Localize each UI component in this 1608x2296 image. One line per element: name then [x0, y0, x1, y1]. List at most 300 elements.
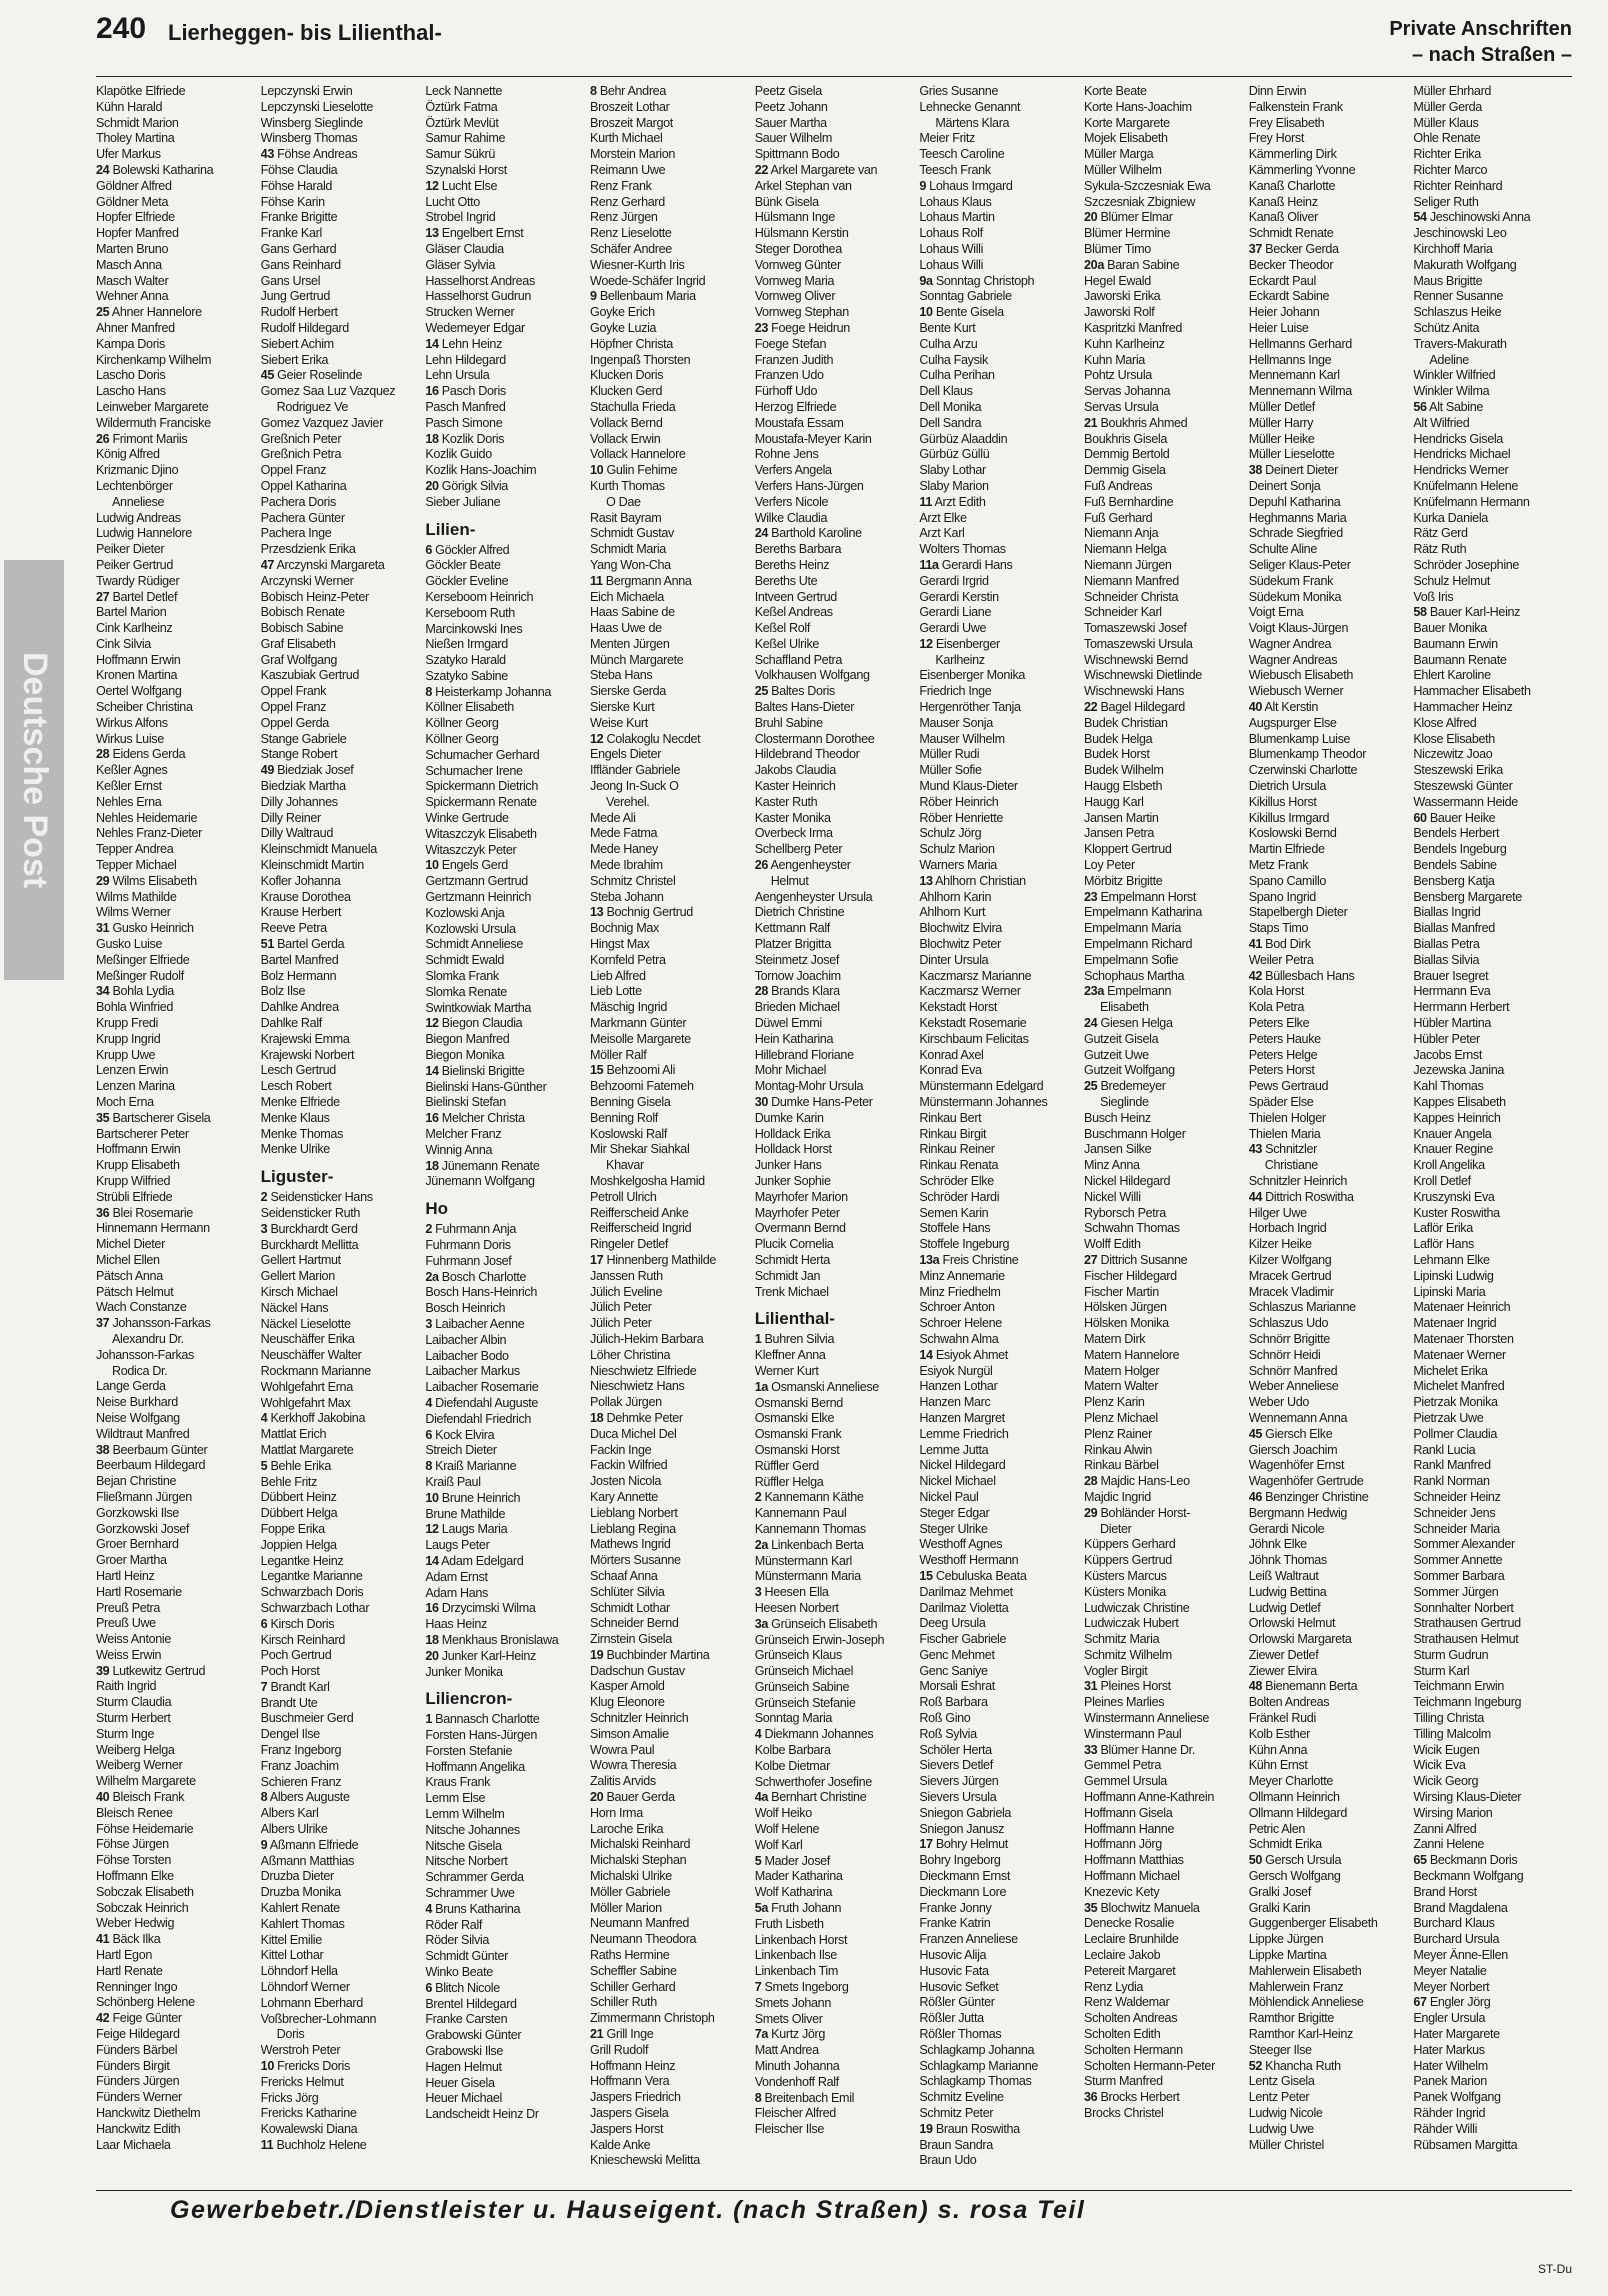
resident-entry: 58 Bauer Karl-Heinz	[1413, 605, 1521, 620]
resident-entry: Schmitz Wilhelm	[1084, 1647, 1172, 1662]
house-number: 7	[260, 1679, 268, 1694]
resident-entry: Heghmanns Maria	[1248, 510, 1347, 525]
resident-entry: Petereit Margaret	[1084, 1963, 1176, 1978]
resident-entry: Wennemann Anna	[1248, 1410, 1348, 1425]
resident-entry: Weiss Antonie	[96, 1632, 172, 1647]
resident-entry: Jöhnk Elke	[1248, 1537, 1307, 1552]
resident-entry: Reifferscheid Ingrid	[590, 1221, 692, 1236]
resident-entry: Möller Gabriele	[590, 1884, 671, 1899]
resident-entry: Scholten Hermann-Peter	[1084, 2058, 1215, 2073]
resident-entry: Nitsche Johannes	[425, 1822, 520, 1837]
resident-entry: Szynalski Horst	[425, 162, 507, 177]
house-number: 40	[1248, 700, 1263, 715]
house-number: 18	[425, 1158, 439, 1173]
resident-entry: Gellert Marion	[260, 1269, 335, 1284]
resident-entry: Mauser Wilhelm	[919, 731, 1005, 746]
resident-entry: Wassermann Heide	[1413, 794, 1518, 809]
resident-entry: Vollack Bernd	[590, 415, 663, 430]
resident-entry: Mauser Sonja	[919, 715, 993, 730]
resident-entry: Brocks Christel	[1084, 2106, 1164, 2120]
resident-entry: Sonntag Maria	[754, 1711, 833, 1726]
resident-entry: Weiss Erwin	[96, 1647, 162, 1662]
resident-entry: Lehn Ursula	[425, 368, 490, 383]
resident-entry: Ziewer Elvira	[1248, 1663, 1317, 1678]
directory-column	[1413, 84, 1572, 2188]
resident-entry: Sonnhalter Norbert	[1413, 1600, 1514, 1615]
resident-entry: Hartl Heinz	[96, 1568, 155, 1583]
resident-entry: Tholey Martina	[96, 131, 175, 146]
resident-entry: Schroer Helene	[919, 1316, 1002, 1331]
resident-entry: Smets Johann	[754, 1995, 831, 2010]
resident-entry: Nickel Hildegard	[1084, 1173, 1171, 1188]
resident-entry: Vollack Hannelore	[590, 447, 686, 462]
resident-entry: 13 Ahlhorn Christian	[919, 873, 1026, 888]
resident-entry: Steeger Ilse	[1248, 2042, 1312, 2057]
resident-entry: Fricks Jörg	[260, 2090, 319, 2105]
resident-entry: Kloppert Gertrud	[1084, 842, 1172, 857]
resident-entry: Göckler Beate	[425, 558, 501, 573]
resident-entry: Alt Wilfried	[1413, 415, 1470, 430]
resident-entry: Hartl Renate	[96, 1963, 163, 1978]
resident-entry: Werstroh Peter	[260, 2043, 341, 2058]
resident-entry: Matenaer Ingrid	[1413, 1316, 1497, 1331]
resident-entry: Sierske Kurt	[590, 700, 655, 715]
resident-entry: Rudolf Herbert	[260, 305, 338, 320]
resident-entry: Menke Ulrike	[260, 1142, 330, 1157]
resident-entry: Ahlhorn Kurt	[919, 905, 986, 920]
resident-entry: O Dae	[606, 494, 641, 509]
resident-entry: Sniegon Gabriela	[919, 1805, 1012, 1820]
resident-entry: Hegel Ewald	[1084, 273, 1151, 288]
resident-entry: Müller Marga	[1084, 147, 1154, 162]
resident-entry: Müller Lieselotte	[1248, 447, 1335, 462]
resident-entry: Kleinschmidt Manuela	[260, 842, 377, 857]
resident-entry: Sievers Ursula	[919, 1790, 997, 1805]
resident-entry: Hinnemann Hermann	[96, 1221, 210, 1236]
resident-entry: 8 Albers Auguste	[260, 1790, 350, 1805]
resident-entry: Kirschbaum Felicitas	[919, 1031, 1029, 1046]
resident-entry: Peetz Johann	[754, 99, 828, 114]
resident-entry: Depuhl Katharina	[1248, 494, 1341, 509]
resident-entry: Adam Hans	[425, 1585, 488, 1600]
resident-entry: Laar Michaela	[96, 2137, 171, 2152]
resident-entry: Tilling Christa	[1413, 1711, 1484, 1726]
resident-entry: 47 Arczynski Margareta	[260, 557, 385, 572]
resident-entry: Grabowski Ilse	[425, 2044, 504, 2059]
resident-entry: Ramthor Karl-Heinz	[1248, 2027, 1353, 2042]
resident-entry: 42 Büllesbach Hans	[1248, 968, 1355, 983]
resident-entry: Franke Karl	[260, 226, 322, 241]
resident-entry: Beerbaum Hildegard	[96, 1458, 206, 1473]
house-number: 31	[96, 921, 110, 936]
resident-entry: 8 Heisterkamp Johanna	[425, 684, 552, 699]
resident-entry: 1a Osmanski Anneliese	[754, 1379, 879, 1394]
resident-entry: Jülich Peter	[590, 1300, 652, 1315]
resident-entry: 7a Kurtz Jörg	[754, 2027, 826, 2042]
resident-entry: Herzog Elfriede	[754, 399, 837, 414]
resident-entry: 19 Buchbinder Martina	[590, 1647, 710, 1662]
resident-entry: Mayrhofer Peter	[754, 1205, 840, 1220]
house-number: 3	[260, 1221, 268, 1236]
resident-entry: Weise Kurt	[590, 715, 648, 730]
resident-entry: Meyer Natalie	[1413, 1963, 1487, 1978]
resident-entry: Rinkau Renata	[919, 1158, 999, 1173]
resident-entry: 7 Brandt Karl	[260, 1679, 330, 1694]
house-number: 18	[425, 431, 439, 446]
house-number: 58	[1413, 605, 1427, 620]
resident-entry: Nickel Hildegard	[919, 1458, 1006, 1473]
resident-entry: Klucken Doris	[590, 368, 664, 383]
resident-entry: Schroer Anton	[919, 1300, 995, 1315]
resident-entry: Culha Arzu	[919, 336, 978, 351]
resident-entry: Kekstadt Horst	[919, 1000, 998, 1015]
resident-entry: Öztürk Mevlüt	[425, 115, 499, 130]
resident-entry: Behle Fritz	[260, 1474, 318, 1489]
resident-entry: 3 Laibacher Aenne	[425, 1316, 525, 1331]
header-rule	[96, 76, 1572, 77]
resident-entry: Grünseich Sabine	[754, 1679, 850, 1694]
resident-entry: Nitsche Norbert	[425, 1854, 508, 1869]
resident-entry: Föhse Torsten	[96, 1853, 172, 1868]
resident-entry: 11 Bergmann Anna	[590, 573, 692, 588]
resident-entry: Renninger Ingo	[96, 1979, 178, 1994]
resident-entry: Jeschinowski Leo	[1413, 226, 1507, 241]
resident-entry: 10 Bente Gisela	[919, 305, 1004, 320]
house-number: 4	[425, 1395, 432, 1410]
resident-entry: Greßnich Peter	[260, 431, 342, 446]
house-number: 37	[96, 1316, 110, 1331]
resident-entry: Sierske Gerda	[590, 684, 666, 699]
resident-entry: Franzen Judith	[754, 352, 834, 367]
resident-entry: Krupp Elisabeth	[96, 1158, 180, 1173]
resident-entry: Vondenhoff Ralf	[754, 2074, 839, 2089]
resident-entry: 28 Eidens Gerda	[96, 747, 186, 762]
resident-entry: Schmidt Marion	[96, 115, 179, 130]
resident-entry: Wischnewski Bernd	[1084, 652, 1188, 667]
resident-entry: Kozlowski Anja	[425, 905, 505, 920]
resident-entry: Klucken Gerd	[590, 384, 663, 399]
resident-entry: 30 Dumke Hans-Peter	[754, 1095, 873, 1109]
resident-entry: Albers Ulrike	[260, 1822, 328, 1837]
resident-entry: Gertzmann Heinrich	[425, 890, 532, 905]
resident-entry: 20a Baran Sabine	[1084, 257, 1180, 272]
resident-entry: Köllner Elisabeth	[425, 700, 514, 715]
house-number: 18	[425, 1632, 439, 1647]
resident-entry: Slaby Lothar	[919, 463, 986, 478]
resident-entry: Scholten Hermann	[1084, 2042, 1183, 2057]
resident-entry: Sturm Manfred	[1084, 2074, 1163, 2089]
resident-entry: Arkel Stephan van	[754, 178, 852, 193]
resident-entry: Laibacher Bodo	[425, 1348, 509, 1363]
resident-entry: Haugg Karl	[1084, 794, 1144, 809]
resident-entry: Müller Ehrhard	[1413, 84, 1492, 98]
resident-entry: Schmidt Lothar	[590, 1600, 670, 1615]
resident-entry: Herrmann Eva	[1413, 984, 1491, 999]
resident-entry: Voß Iris	[1413, 589, 1454, 604]
resident-entry: Wach Constanze	[96, 1300, 187, 1315]
house-number: 5a	[754, 1901, 768, 1916]
house-number: 41	[96, 1932, 110, 1947]
resident-entry: Hoffmann Anne-Kathrein	[1084, 1790, 1215, 1805]
resident-entry: 40 Alt Kerstin	[1248, 700, 1319, 715]
resident-entry: Rasit Bayram	[590, 510, 662, 525]
resident-entry: Bosch Heinrich	[425, 1301, 506, 1316]
resident-entry: Falkenstein Frank	[1248, 99, 1343, 114]
resident-entry: Köllner Georg	[425, 732, 499, 747]
resident-entry: Krupp Fredi	[96, 1016, 158, 1031]
resident-entry: 3 Burckhardt Gerd	[260, 1221, 358, 1236]
resident-entry: Rodica Dr.	[112, 1363, 168, 1378]
resident-entry: Kroll Detlef	[1413, 1173, 1471, 1188]
resident-entry: Budek Helga	[1084, 731, 1153, 746]
resident-entry: 9 Aßmann Elfriede	[260, 1837, 359, 1852]
resident-entry: 41 Bäck Ilka	[96, 1932, 161, 1947]
resident-entry: 39 Lutkewitz Gertrud	[96, 1663, 206, 1678]
resident-entry: Laflör Hans	[1413, 1237, 1474, 1252]
resident-entry: Hülsmann Kerstin	[754, 226, 849, 241]
resident-entry: Krupp Uwe	[96, 1047, 156, 1062]
resident-entry: Schlagkamp Marianne	[919, 2058, 1039, 2073]
resident-entry: Czerwinski Charlotte	[1248, 763, 1358, 778]
resident-entry: Kühn Ernst	[1248, 1758, 1308, 1773]
resident-entry: Baumann Erwin	[1413, 636, 1498, 651]
resident-entry: Verfers Hans-Jürgen	[754, 478, 864, 493]
resident-entry: Rüffler Helga	[754, 1474, 824, 1489]
resident-entry: Krajewski Norbert	[260, 1047, 355, 1062]
resident-entry: Mede Haney	[590, 842, 658, 857]
resident-entry: Strobel Ingrid	[425, 210, 496, 225]
resident-entry: Peters Hauke	[1248, 1031, 1321, 1046]
resident-entry: Bünk Gisela	[754, 194, 819, 209]
resident-entry: Schmidt Gustav	[590, 526, 675, 541]
resident-entry: Panek Wolfgang	[1413, 2090, 1501, 2105]
directory-column	[1084, 84, 1243, 2188]
resident-entry: Kämmerling Dirk	[1248, 147, 1337, 162]
resident-entry: Mader Katharina	[754, 1869, 843, 1884]
resident-entry: Winstermann Paul	[1084, 1726, 1182, 1741]
resident-entry: Ludwiczak Hubert	[1084, 1616, 1179, 1631]
resident-entry: Frey Horst	[1248, 131, 1304, 146]
resident-entry: Biedziak Martha	[260, 779, 346, 794]
resident-entry: Nießen Irmgard	[425, 637, 508, 652]
resident-entry: Rodriguez Ve	[276, 399, 349, 414]
resident-entry: 2a Linkenbach Berta	[754, 1537, 864, 1552]
resident-entry: Jacobs Ernst	[1413, 1047, 1482, 1062]
resident-entry: Sonntag Gabriele	[919, 289, 1012, 304]
resident-entry: Niemann Anja	[1084, 526, 1159, 541]
resident-entry: Holldack Horst	[754, 1142, 832, 1157]
resident-entry: Preuß Uwe	[96, 1616, 156, 1631]
resident-entry: Dieckmann Lore	[919, 1884, 1007, 1899]
resident-entry: Gralki Josef	[1248, 1884, 1311, 1899]
resident-entry: Brentel Hildegard	[425, 1996, 517, 2011]
resident-entry: Schaaf Anna	[590, 1568, 658, 1583]
house-number: 2	[260, 1190, 268, 1205]
house-number: 24	[754, 526, 768, 541]
resident-entry: 22 Arkel Margarete van	[754, 162, 878, 177]
resident-entry: 5a Fruth Johann	[754, 1901, 842, 1916]
resident-entry: 8 Behr Andrea	[590, 84, 666, 98]
resident-entry: Korte Hans-Joachim	[1084, 99, 1192, 114]
resident-entry: Mathews Ingrid	[590, 1537, 671, 1552]
resident-entry: Matern Hannelore	[1084, 1347, 1180, 1362]
resident-entry: Winke Gertrude	[425, 811, 509, 826]
house-number: 29	[96, 873, 110, 888]
resident-entry: Löhndorf Hella	[260, 1964, 338, 1979]
resident-entry: 9 Lohaus Irmgard	[919, 178, 1013, 193]
resident-entry: Röder Silvia	[425, 1933, 490, 1948]
house-number: 12	[425, 178, 439, 193]
resident-entry: Steba Johann	[590, 889, 664, 904]
house-number: 15	[919, 1568, 933, 1583]
resident-entry: Schneider Karl	[1084, 605, 1162, 620]
resident-entry: Hellmanns Gerhard	[1248, 336, 1352, 351]
resident-entry: Teesch Frank	[919, 162, 991, 177]
resident-entry: Pews Gertraud	[1248, 1079, 1329, 1094]
resident-entry: Braun Udo	[919, 2153, 977, 2168]
house-number: 10	[425, 1490, 439, 1505]
resident-entry: Stoffele Hans	[919, 1221, 991, 1236]
resident-entry: Franke Carsten	[425, 2012, 508, 2027]
resident-entry: Südekum Frank	[1248, 573, 1334, 588]
resident-entry: Fürhoff Udo	[754, 384, 818, 399]
resident-entry: Horn Irma	[590, 1805, 643, 1820]
resident-entry: Nickel Michael	[919, 1474, 996, 1489]
resident-entry: Marcinkowski Ines	[425, 621, 523, 636]
resident-entry: Löhndorf Werner	[260, 1980, 350, 1995]
resident-entry: Cink Karlheinz	[96, 621, 173, 636]
house-number: 6	[260, 1616, 268, 1631]
resident-entry: Bielinski Stefan	[425, 1095, 506, 1110]
house-number: 6	[425, 1980, 432, 1995]
footer-code: ST-Du	[1537, 2262, 1572, 2276]
house-number: 33	[1084, 1742, 1098, 1757]
resident-entry: Jansen Martin	[1084, 810, 1159, 825]
resident-entry: Rockmann Marianne	[260, 1363, 371, 1378]
resident-entry: 14 Adam Edelgard	[425, 1553, 524, 1568]
resident-entry: Biallas Manfred	[1413, 921, 1495, 936]
resident-entry: Haas Heinz	[425, 1617, 487, 1632]
resident-entry: König Alfred	[96, 447, 160, 462]
resident-entry: Märtens Klara	[935, 115, 1010, 130]
resident-entry: Gerardi Nicole	[1248, 1521, 1325, 1536]
resident-entry: Ziewer Detlef	[1248, 1647, 1319, 1662]
resident-entry: Empelmann Katharina	[1084, 905, 1202, 920]
resident-entry: Fuß Andreas	[1084, 478, 1153, 493]
resident-entry: Herrmann Herbert	[1413, 1000, 1510, 1015]
resident-entry: Gries Susanne	[919, 84, 999, 98]
house-number: 20	[1084, 210, 1098, 225]
resident-entry: Wildtraut Manfred	[96, 1426, 190, 1441]
resident-entry: 50 Gersch Ursula	[1248, 1853, 1342, 1868]
resident-entry: Streich Dieter	[425, 1443, 497, 1458]
resident-entry: Ollmann Heinrich	[1248, 1790, 1340, 1805]
resident-entry: Melcher Franz	[425, 1127, 502, 1141]
resident-entry: Rudolf Hildegard	[260, 320, 349, 335]
resident-entry: 14 Bielinski Brigitte	[425, 1063, 525, 1078]
resident-entry: Mayrhofer Marion	[754, 1189, 848, 1204]
resident-entry: Hergenröther Tanja	[919, 700, 1021, 715]
resident-entry: Kirsch Reinhard	[260, 1632, 346, 1647]
house-number: 30	[754, 1095, 768, 1109]
street-heading: Lilienthal-	[754, 1309, 835, 1329]
section-title-line2: – nach Straßen –	[1411, 44, 1572, 66]
resident-entry: Schlagkamp Thomas	[919, 2074, 1032, 2089]
resident-entry: Pleines Marlies	[1084, 1695, 1165, 1710]
resident-entry: Möller Ralf	[590, 1047, 647, 1062]
resident-entry: Verfers Angela	[754, 463, 832, 478]
resident-entry: Tepper Andrea	[96, 842, 174, 857]
house-number: 67	[1413, 1995, 1427, 2010]
house-number: 52	[1248, 2058, 1263, 2073]
resident-entry: 1 Buhren Silvia	[754, 1332, 835, 1347]
resident-entry: Druzba Monika	[260, 1885, 341, 1900]
resident-entry: Düwel Emmi	[754, 1016, 822, 1031]
house-number: 41	[1248, 937, 1263, 952]
house-number: 14	[425, 1553, 439, 1568]
resident-entry: Steszewski Günter	[1413, 779, 1513, 794]
house-number: 21	[590, 2027, 604, 2042]
resident-entry: Michalski Stephan	[590, 1853, 687, 1868]
resident-entry: Gemmel Petra	[1084, 1758, 1162, 1773]
resident-entry: Clostermann Dorothee	[754, 731, 875, 746]
resident-entry: Servas Ursula	[1084, 399, 1159, 414]
resident-entry: Duca Michel Del	[590, 1426, 677, 1441]
resident-entry: Menten Jürgen	[590, 636, 670, 651]
resident-entry: Schneider Jens	[1413, 1505, 1496, 1520]
resident-entry: Röber Heinrich	[919, 794, 999, 809]
resident-entry: Ludwig Bettina	[1248, 1584, 1327, 1599]
resident-entry: Niemann Helga	[1084, 542, 1167, 557]
house-number: 19	[590, 1647, 604, 1662]
resident-entry: Jezewska Janina	[1413, 1063, 1505, 1078]
resident-entry: Esiyok Nurgül	[919, 1363, 993, 1378]
resident-entry: 38 Beerbaum Günter	[96, 1442, 208, 1457]
resident-entry: Strathausen Gertrud	[1413, 1616, 1521, 1631]
resident-entry: 27 Bartel Detlef	[96, 589, 178, 604]
resident-entry: Legantke Marianne	[260, 1569, 363, 1584]
resident-entry: Adam Ernst	[425, 1569, 488, 1584]
resident-entry: 20 Görigk Silvia	[425, 478, 508, 493]
resident-entry: Grünseich Michael	[754, 1664, 854, 1679]
resident-entry: Köllner Georg	[425, 716, 499, 731]
resident-entry: Münstermann Maria	[754, 1569, 861, 1584]
resident-entry: 45 Geier Roselinde	[260, 368, 363, 383]
resident-entry: Laibacher Albin	[425, 1332, 507, 1347]
resident-entry: Hellmanns Inge	[1248, 352, 1332, 367]
resident-entry: Heuer Gisela	[425, 2075, 495, 2090]
resident-entry: Löher Christina	[590, 1347, 671, 1362]
resident-entry: Fünders Bärbel	[96, 2042, 178, 2057]
resident-entry: Wiesner-Kurth Iris	[590, 257, 685, 272]
resident-entry: Dieckmann Ernst	[919, 1869, 1010, 1884]
resident-entry: Laugs Peter	[425, 1538, 490, 1553]
resident-entry: Kleinschmidt Martin	[260, 858, 364, 873]
resident-entry: Bielinski Hans-Günther	[425, 1079, 547, 1094]
resident-entry: Mattlat Erich	[260, 1427, 327, 1442]
resident-entry: Christiane	[1264, 1158, 1318, 1173]
house-number: 4	[425, 1901, 432, 1916]
resident-entry: Kola Horst	[1248, 984, 1304, 999]
resident-entry: Orlowski Helmut	[1248, 1616, 1336, 1631]
resident-entry: Matenaer Thorsten	[1413, 1331, 1514, 1346]
resident-entry: Menke Elfriede	[260, 1095, 340, 1109]
resident-entry: Deeg Ursula	[919, 1616, 986, 1631]
resident-entry: Röder Ralf	[425, 1917, 483, 1932]
resident-entry: Dinter Ursula	[919, 952, 989, 967]
resident-entry: Brauer Isegret	[1413, 968, 1489, 983]
resident-entry: Dinn Erwin	[1248, 84, 1307, 98]
